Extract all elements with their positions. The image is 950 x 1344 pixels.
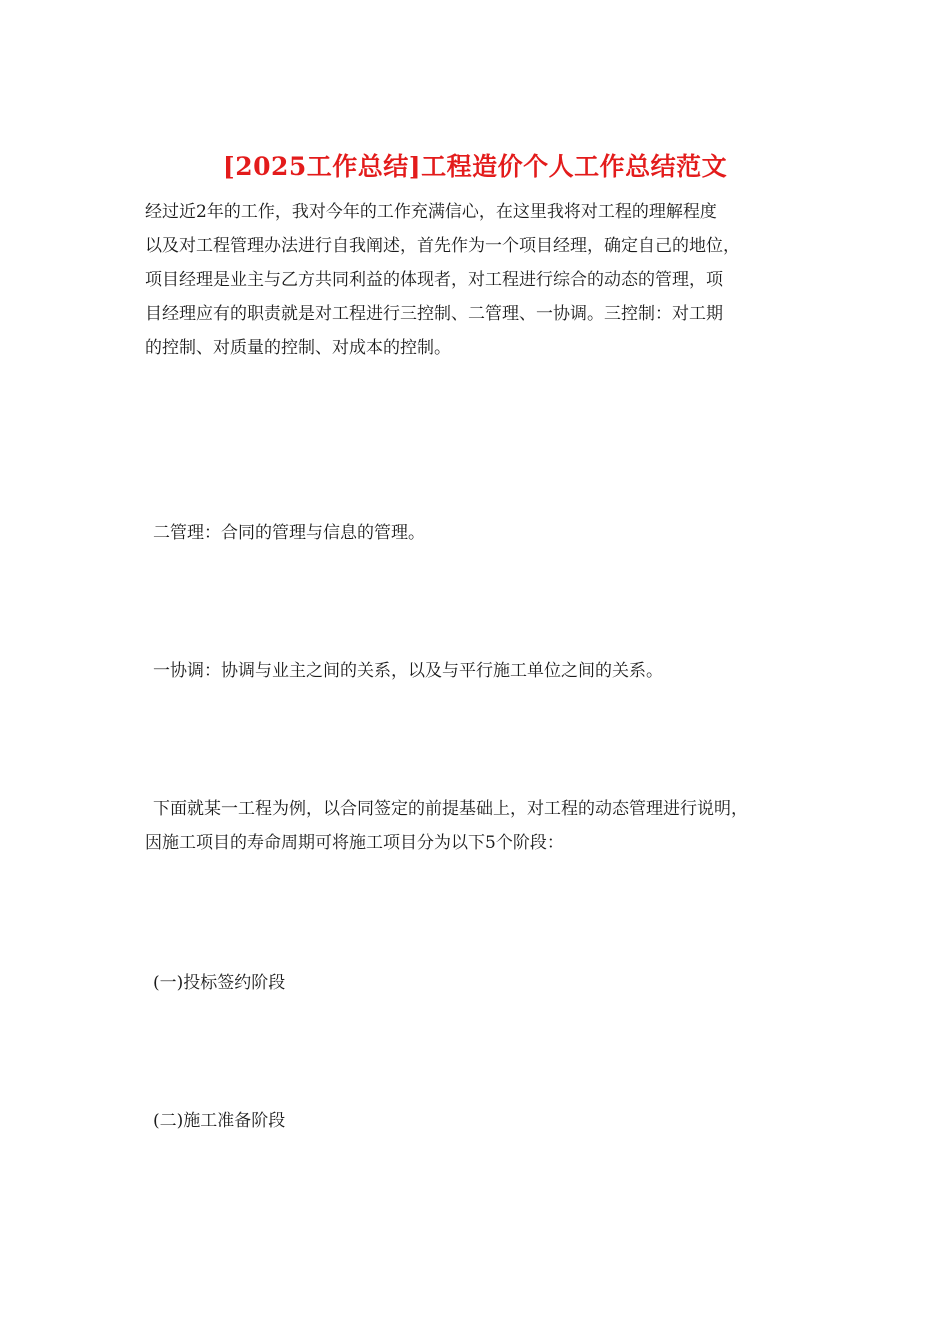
stage-heading-bidding (153, 966, 843, 1000)
paragraph-stages-intro (145, 792, 835, 860)
paragraph-line: 的控制、对质量的控制、对成本的控制。 (145, 338, 451, 358)
paragraph-line: 以及对工程管理办法进行自我阐述，首先作为一个项目经理，确定自己的地位， (145, 236, 740, 256)
paragraph-line: 下面就某一工程为例，以合同签定的前提基础上，对工程的动态管理进行说明， (153, 799, 748, 819)
paragraph-line: 经过近2年的工作，我对今年的工作充满信心，在这里我将对工程的理解程度 (145, 202, 717, 222)
paragraph-line: 目经理应有的职责就是对工程进行三控制、二管理、一协调。三控制：对工期 (145, 304, 723, 324)
document-title: [2025工作总结]工程造价个人工作总结范文 (222, 152, 728, 181)
paragraph-intro (145, 195, 835, 365)
paragraph-line: 二管理：合同的管理与信息的管理。 (153, 523, 425, 543)
paragraph-line: (一)投标签约阶段 (153, 973, 286, 993)
paragraph-management (153, 516, 843, 550)
stage-heading-preparation (153, 1104, 843, 1138)
paragraph-line: 项目经理是业主与乙方共同利益的体现者，对工程进行综合的动态的管理，项 (145, 270, 723, 290)
paragraph-line: 一协调：协调与业主之间的关系，以及与平行施工单位之间的关系。 (153, 661, 663, 681)
paragraph-coordination (153, 654, 843, 688)
paragraph-line: (二)施工准备阶段 (153, 1111, 286, 1131)
paragraph-line: 因施工项目的寿命周期可将施工项目分为以下5个阶段： (145, 833, 564, 853)
